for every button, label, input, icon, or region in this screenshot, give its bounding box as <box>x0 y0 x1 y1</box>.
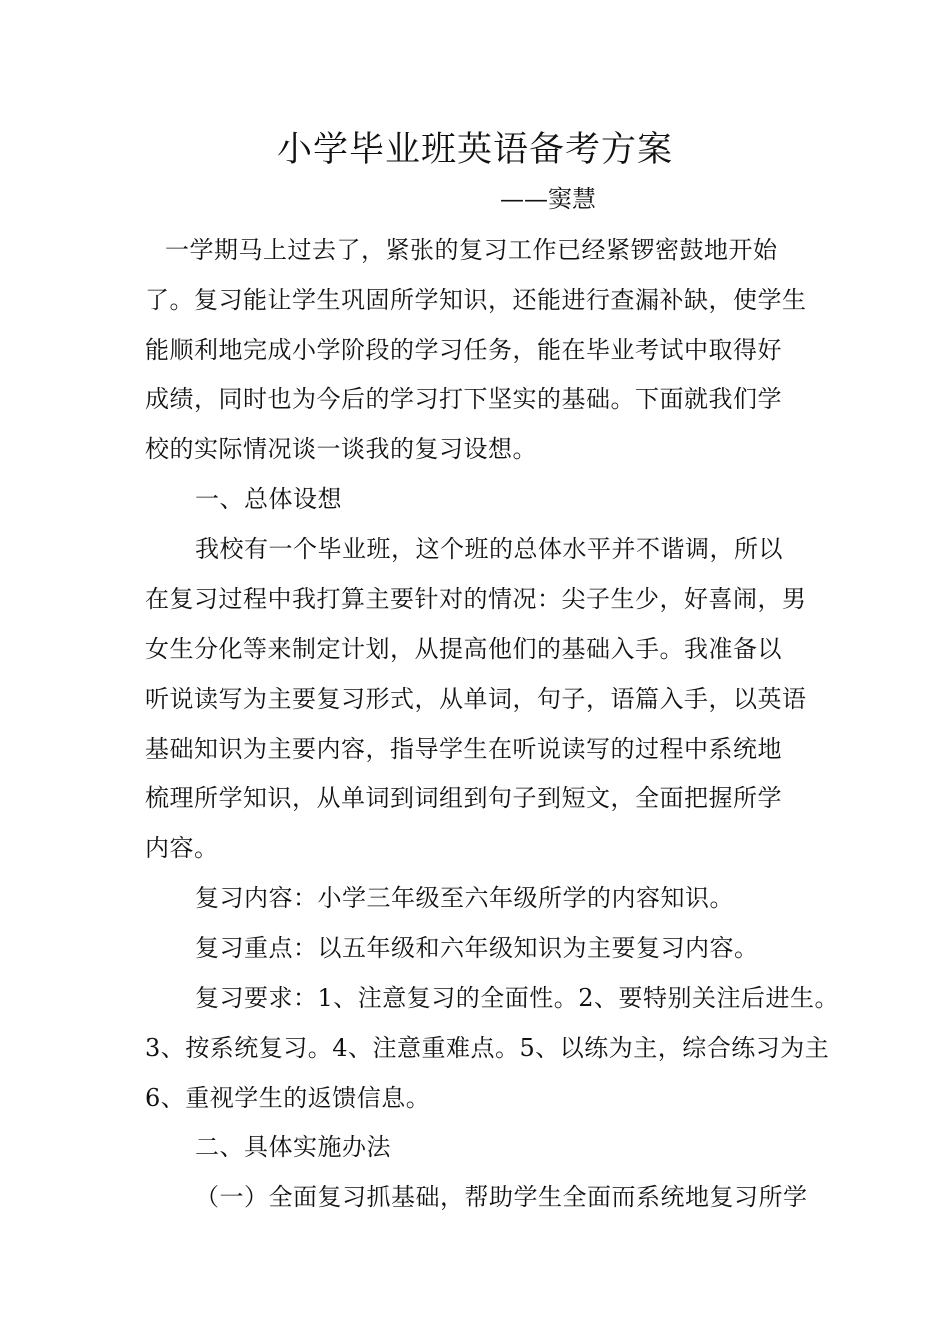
paragraph-line: 复习要求：1、注意复习的全面性。2、要特别关注后进生。 <box>195 984 840 1012</box>
paragraph-line: 校的实际情况谈一谈我的复习设想。 <box>145 435 537 463</box>
document-title: 小学毕业班英语备考方案 <box>276 130 673 170</box>
paragraph-line: 基础知识为主要内容，指导学生在听说读写的过程中系统地 <box>145 735 782 763</box>
paragraph-line: 梳理所学知识，从单词到词组到句子到短文，全面把握所学 <box>145 784 782 812</box>
paragraph-line: 一学期马上过去了，紧张的复习工作已经紧锣密鼓地开始 <box>165 236 778 264</box>
paragraph-line: 3、按系统复习。4、注意重难点。5、以练为主，综合练习为主 <box>145 1034 830 1062</box>
paragraph-line: 女生分化等来制定计划，从提高他们的基础入手。我准备以 <box>145 635 782 663</box>
paragraph-line: 6、重视学生的返馈信息。 <box>145 1084 431 1112</box>
paragraph-line: 听说读写为主要复习形式，从单词，句子，语篇入手，以英语 <box>145 685 807 713</box>
paragraph-line: 复习内容：小学三年级至六年级所学的内容知识。 <box>195 884 734 912</box>
paragraph-line: 内容。 <box>145 834 219 862</box>
paragraph-line: （一）全面复习抓基础，帮助学生全面而系统地复习所学 <box>195 1183 808 1211</box>
section-heading: 二、具体实施办法 <box>195 1133 391 1161</box>
document-author: ——窦慧 <box>500 185 596 213</box>
paragraph-line: 我校有一个毕业班，这个班的总体水平并不谐调，所以 <box>195 535 783 563</box>
paragraph-line: 在复习过程中我打算主要针对的情况：尖子生少，好喜闹，男 <box>145 585 807 613</box>
paragraph-line: 能顺利地完成小学阶段的学习任务，能在毕业考试中取得好 <box>145 336 782 364</box>
paragraph-line: 成绩，同时也为今后的学习打下坚实的基础。下面就我们学 <box>145 385 782 413</box>
paragraph-line: 复习重点：以五年级和六年级知识为主要复习内容。 <box>195 934 759 962</box>
section-heading: 一、总体设想 <box>195 485 342 513</box>
paragraph-line: 了。复习能让学生巩固所学知识，还能进行查漏补缺，使学生 <box>145 286 807 314</box>
